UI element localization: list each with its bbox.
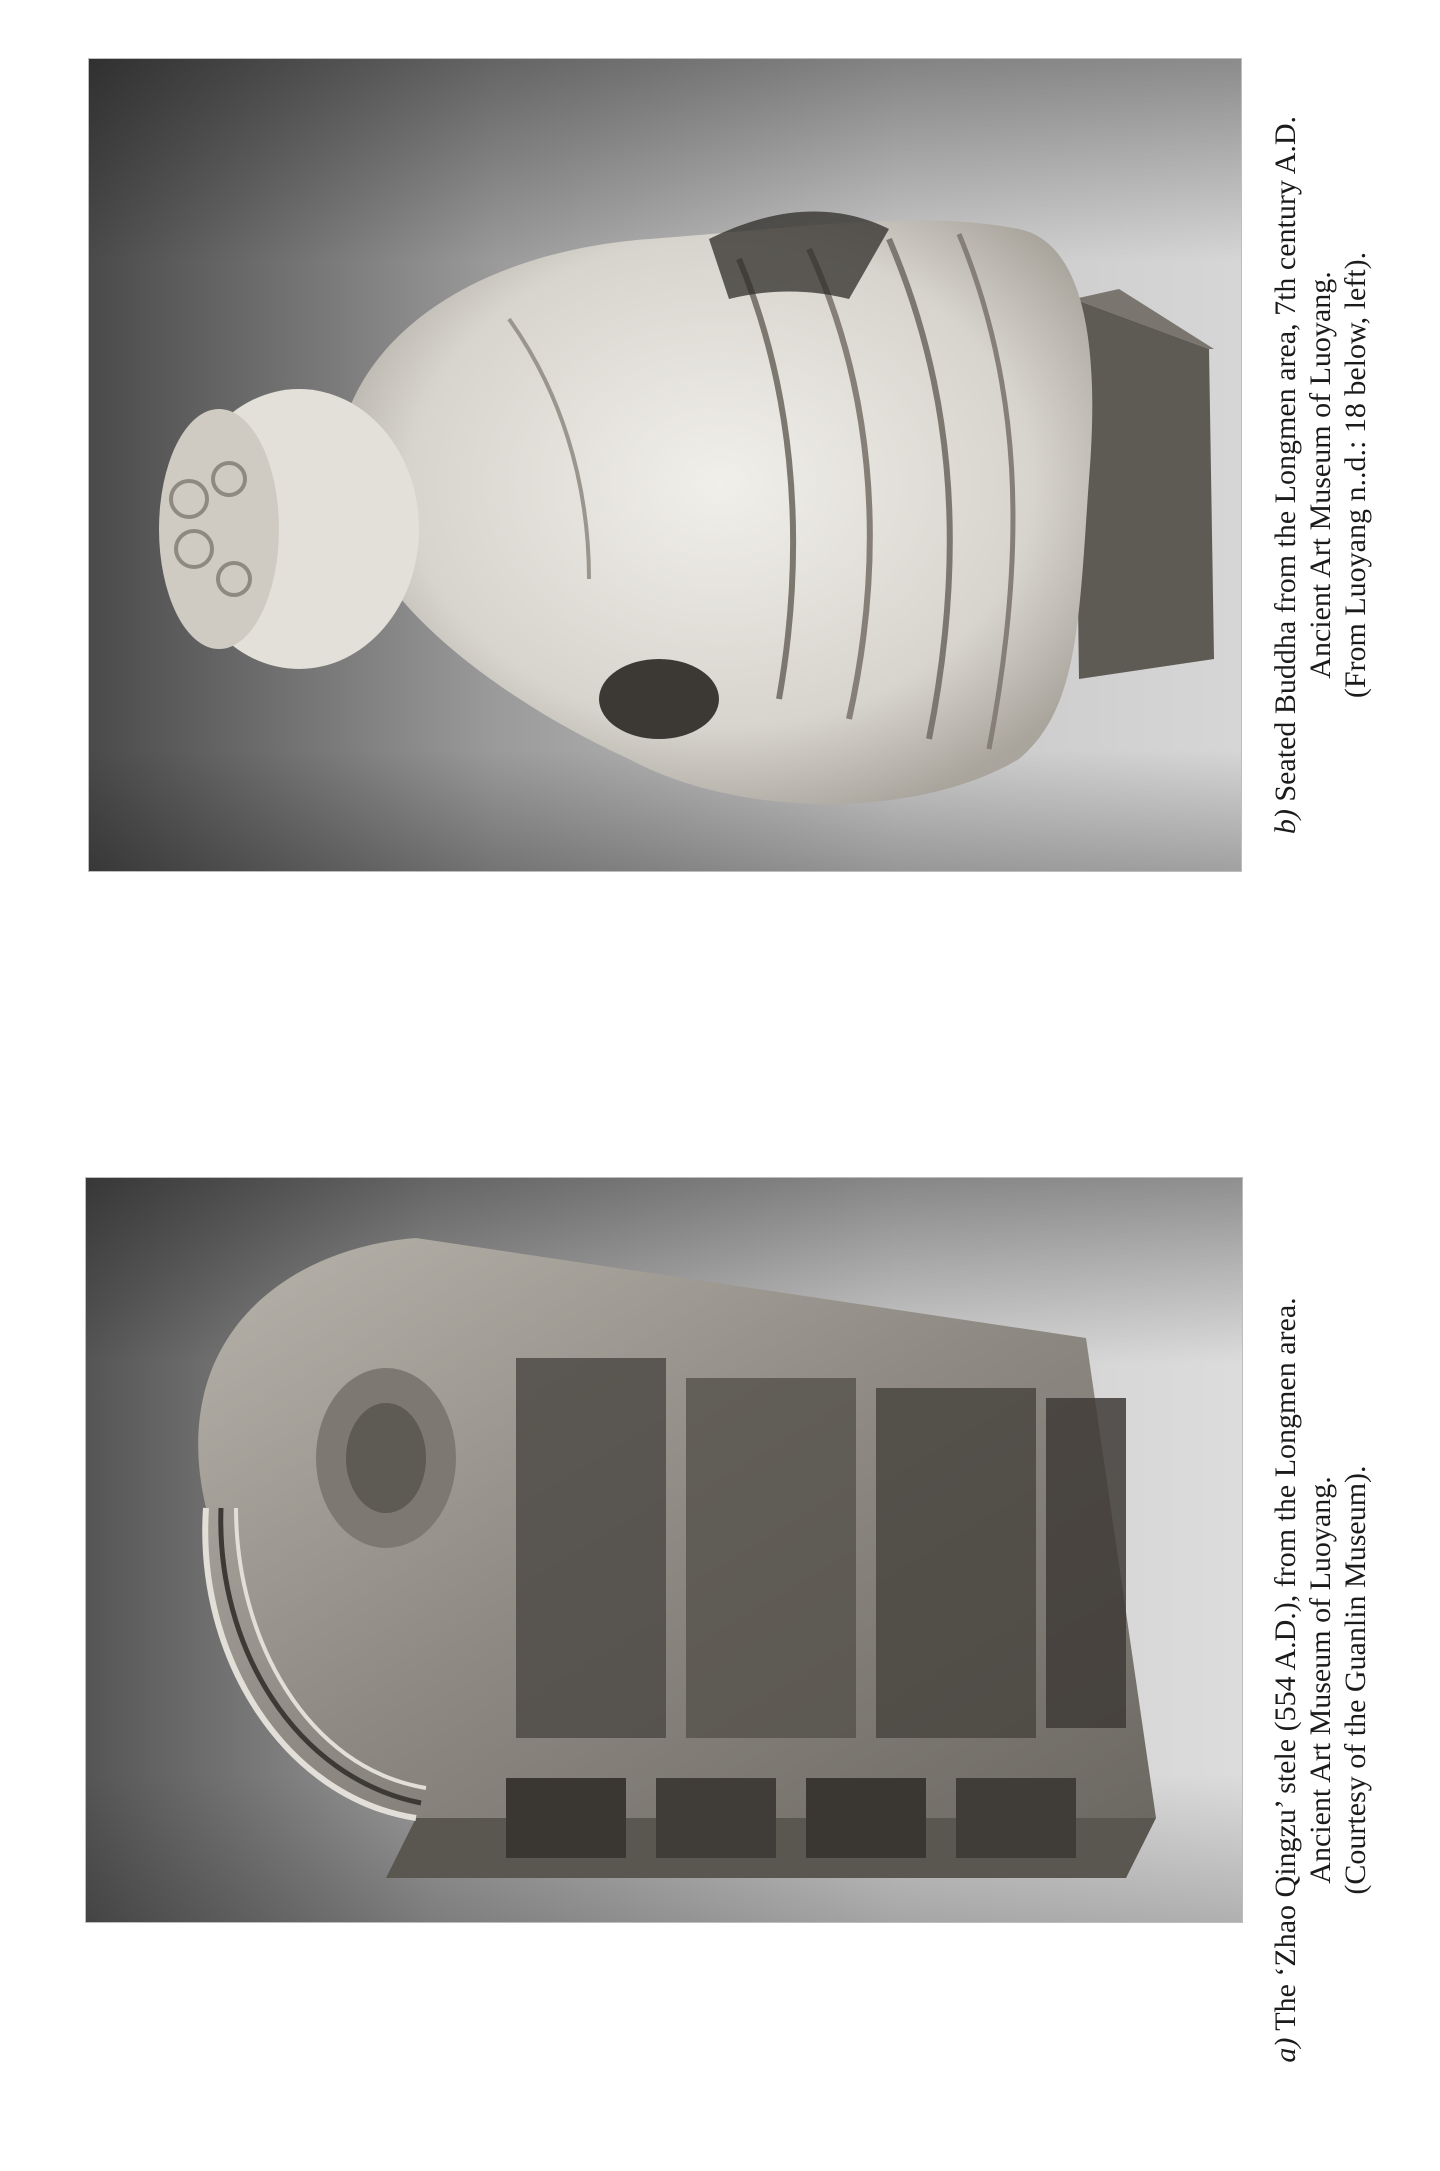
caption-a-line-1 bbox=[1268, 1230, 1303, 2130]
caption-b-text-1: Seated Buddha from the Longmen area, 7th century A.D. bbox=[1269, 115, 1302, 810]
caption-a-text-1: The ‘Zhao Qingzu’ stele (554 A.D.), from the Longmen area. bbox=[1269, 1297, 1302, 2038]
caption-b-line-3: (From Luoyang n..d.: 18 below, left). bbox=[1339, 251, 1372, 699]
seated-buddha-image bbox=[89, 59, 1241, 871]
caption-b-line-2: Ancient Art Museum of Luoyang. bbox=[1304, 271, 1337, 679]
zhao-qingzu-stele-photo bbox=[85, 1177, 1243, 1923]
seated-buddha-photo bbox=[88, 58, 1242, 872]
caption-a-line-3: (Courtesy of the Guanlin Museum). bbox=[1339, 1465, 1372, 1895]
stele-image bbox=[86, 1178, 1242, 1922]
figure-a-tag: a) bbox=[1269, 2037, 1302, 2063]
caption-b-line-1 bbox=[1268, 30, 1303, 920]
figure-a-caption bbox=[1268, 1230, 1373, 2130]
figure-b-tag: b) bbox=[1269, 809, 1302, 835]
figure-b-caption bbox=[1268, 30, 1373, 920]
caption-a-line-2: Ancient Art Museum of Luoyang. bbox=[1304, 1476, 1337, 1884]
